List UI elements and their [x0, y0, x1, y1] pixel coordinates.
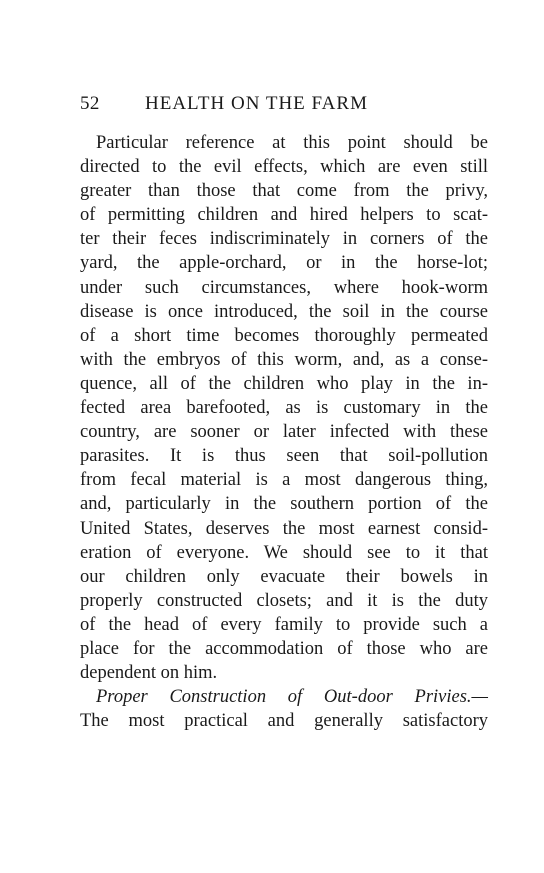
text-line: of a short time becomes thoroughly permeated — [80, 325, 488, 346]
running-head: HEALTH ON THE FARM — [145, 93, 368, 114]
text-line: from fecal material is a most dangerous thing, — [80, 470, 488, 491]
text-line: fected area barefooted, as is customary in the — [80, 398, 488, 419]
text-line: ter their feces indiscriminately in corners of the — [80, 229, 488, 250]
page-number: 52 — [80, 93, 100, 114]
text-line: United States, deserves the most earnest consid- — [80, 518, 488, 539]
text-line: of permitting children and hired helpers to scat- — [80, 205, 488, 226]
text-line: directed to the evil effects, which are even still — [80, 157, 488, 178]
body-text — [80, 131, 488, 733]
text-line: our children only evacuate their bowels in — [80, 566, 488, 587]
text-line: quence, all of the children who play in the in- — [80, 373, 488, 394]
text-line: country, are sooner or later infected with these — [80, 422, 488, 443]
text-line: parasites. It is thus seen that soil-pollution — [80, 446, 488, 467]
text-line: and, particularly in the southern portion of the — [80, 494, 488, 515]
text-line: The most practical and generally satisfactory — [80, 711, 488, 732]
text-line: yard, the apple-orchard, or in the horse-lot; — [80, 253, 488, 274]
text-line: properly constructed closets; and it is the duty — [80, 590, 488, 611]
text-line: of the head of every family to provide such a — [80, 614, 488, 635]
text-line: disease is once introduced, the soil in the course — [80, 301, 488, 322]
text-line: under such circumstances, where hook-worm — [80, 277, 488, 298]
section-heading: Proper Construction of Out-door Privies.— — [96, 687, 488, 708]
text-line: place for the accommodation of those who are — [80, 638, 488, 659]
text-line: Particular reference at this point should be — [96, 133, 488, 153]
text-line: greater than those that come from the privy, — [80, 181, 488, 202]
text-line: with the embryos of this worm, and, as a conse- — [80, 349, 488, 370]
text-line: dependent on him. — [80, 663, 218, 684]
text-line: eration of everyone. We should see to it that — [80, 542, 488, 563]
